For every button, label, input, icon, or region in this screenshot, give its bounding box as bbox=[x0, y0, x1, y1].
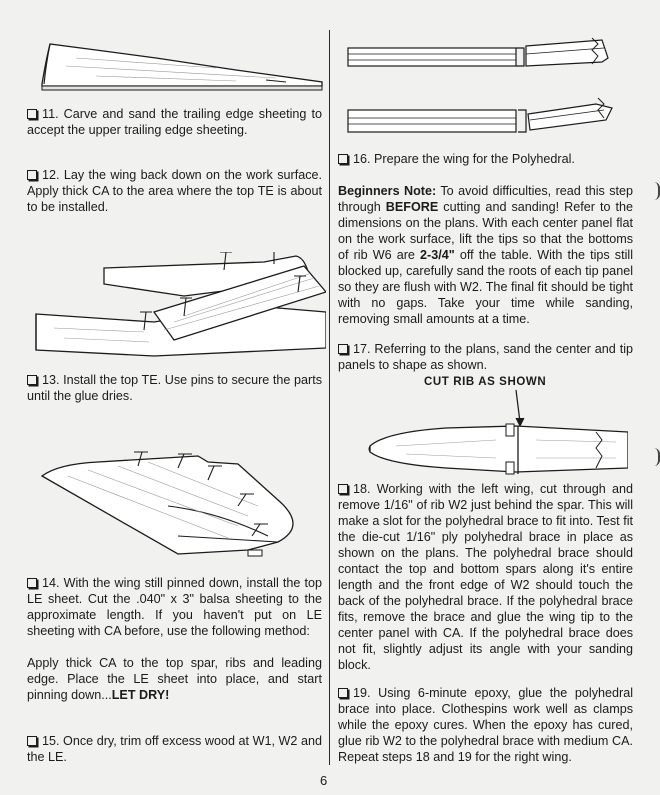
step-17 bbox=[338, 341, 633, 373]
beginners-note-emphasis-b: 2-3/4" bbox=[420, 248, 455, 262]
checkbox-icon[interactable] bbox=[338, 688, 348, 698]
checkbox-icon[interactable] bbox=[338, 154, 348, 164]
figure-top-te-install bbox=[34, 252, 326, 358]
checkbox-icon[interactable] bbox=[338, 344, 348, 354]
cut-rib-callout: CUT RIB AS SHOWN bbox=[424, 376, 547, 388]
step-13 bbox=[27, 372, 322, 404]
binding-mark-bottom bbox=[652, 448, 660, 466]
beginners-note-emphasis-a: BEFORE bbox=[385, 200, 439, 214]
checkbox-icon[interactable] bbox=[27, 578, 37, 588]
checkbox-icon[interactable] bbox=[338, 484, 348, 494]
step-19 bbox=[338, 685, 633, 765]
step-16 bbox=[338, 151, 633, 167]
step-19-text: 19. Using 6-minute epoxy, glue the polyhedral brace into place. Clothespins work well as clamps while the epoxy cures. When the epoxy has cured, glue rib W2 to the polyhedral brace with medium CA. Repeat steps 18 and 19 for the right wing. bbox=[338, 686, 633, 764]
checkbox-icon[interactable] bbox=[27, 736, 37, 746]
checkbox-icon[interactable] bbox=[27, 170, 37, 180]
beginners-note-text-c: off the table. With the tips still blocked up, carefully sand the roots of each tip panel so they are flush with W2. The final fit should be tight with no gaps. Take your time while sanding, removing small amounts at a time. bbox=[338, 248, 633, 326]
figure-polyhedral-joint-flat bbox=[346, 36, 616, 76]
beginners-note-text-a: To avoid difficulties, read this step through bbox=[338, 184, 634, 214]
step-11 bbox=[27, 106, 322, 138]
step-14 bbox=[27, 575, 322, 703]
figure-le-sheet-install bbox=[38, 446, 324, 566]
step-11-text: 11. Carve and sand the trailing edge sheeting to accept the upper trailing edge sheeting. bbox=[27, 107, 322, 137]
step-14-method-emphasis: LET DRY! bbox=[111, 688, 170, 702]
figure-polyhedral-joint-raised bbox=[346, 96, 616, 140]
step-17-text: 17. Referring to the plans, sand the center and tip panels to shape as shown. bbox=[338, 342, 633, 372]
checkbox-icon[interactable] bbox=[27, 109, 37, 119]
step-14-method-text: Apply thick CA to the top spar, ribs and leading edge. Place the LE sheet into place, and start pinning down... bbox=[27, 656, 322, 702]
page-number: 6 bbox=[320, 773, 328, 788]
step-12-text: 12. Lay the wing back down on the work surface. Apply thick CA to the area where the top TE is about to be installed. bbox=[27, 168, 322, 214]
beginners-note-text-b: cutting and sanding! Refer to the dimensions on the plans. With each center panel flat on the work surface, lift the tips so that the bottoms of rib W6 are bbox=[338, 200, 634, 262]
step-13-text: 13. Install the top TE. Use pins to secure the parts until the glue dries. bbox=[27, 373, 322, 403]
figure-cut-rib bbox=[366, 388, 628, 478]
checkbox-icon[interactable] bbox=[27, 375, 37, 385]
column-divider bbox=[329, 30, 330, 765]
beginners-note-label: Beginners Note: bbox=[338, 184, 437, 198]
step-14-text: 14. With the wing still pinned down, install the top LE sheet. Cut the .040" x 3" balsa sheeting to the approximate length. If you haven't put on LE sheeting with CA before, use the following method: bbox=[27, 576, 322, 638]
step-18-text: 18. Working with the left wing, cut through and remove 1/16" of rib W2 just behind the spar. This will make a slot for the polyhedral brace to fit into. Test fit the die-cut 1/16" ply polyhedral brace in place as shown on the plans. The polyhedral brace should contact the top and bottom spars along it's entire length and the front edge of W2 should touch the back of the polyhedral brace. If the polyhedral brace fits, remove the brace and glue the wing tip to the center panel with CA. If the polyhedral brace does not fit, slightly adjust its angle with your sanding block. bbox=[338, 482, 633, 672]
step-16-text: 16. Prepare the wing for the Polyhedral. bbox=[353, 152, 575, 166]
beginners-note bbox=[338, 183, 633, 327]
step-15-text: 15. Once dry, trim off excess wood at W1, W2 and the LE. bbox=[27, 734, 322, 764]
step-18 bbox=[338, 481, 633, 673]
binding-mark-top bbox=[652, 182, 660, 200]
step-15 bbox=[27, 733, 322, 765]
step-12 bbox=[27, 167, 322, 215]
figure-trailing-edge-sheeting bbox=[36, 36, 326, 92]
